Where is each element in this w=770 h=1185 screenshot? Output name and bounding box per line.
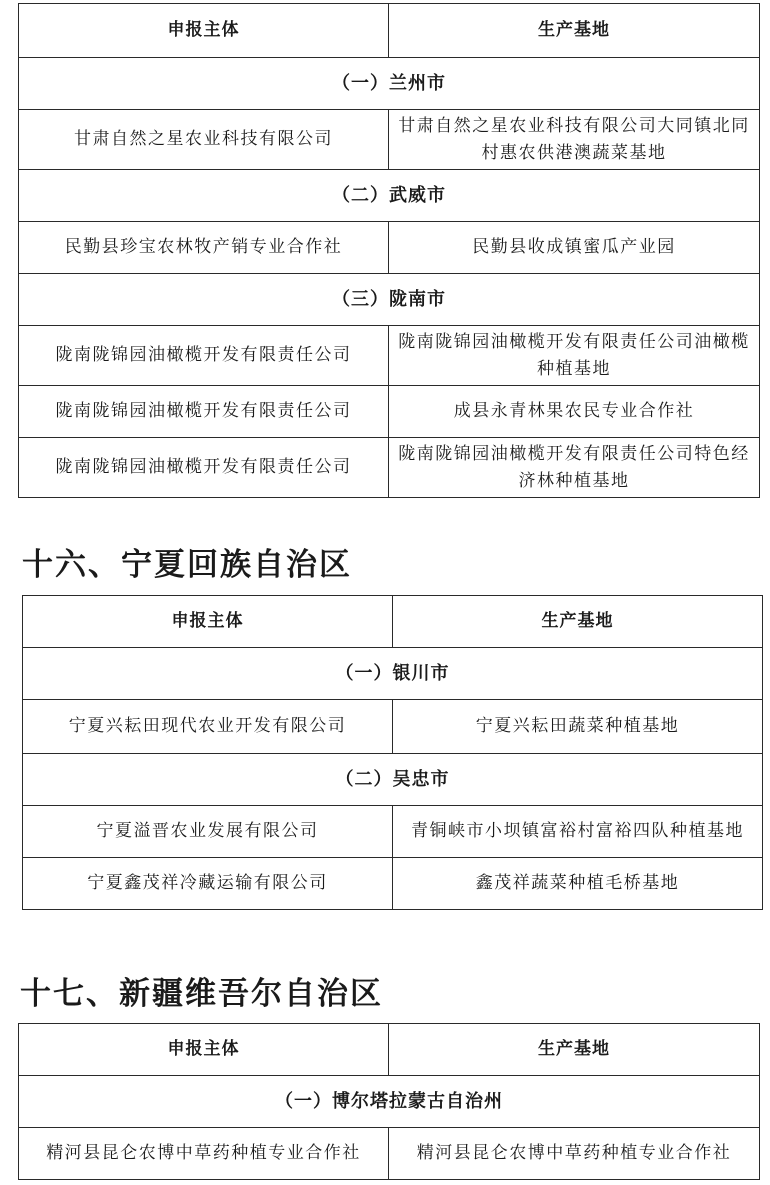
- city-name: （二）武威市: [19, 170, 760, 222]
- city-row: [23, 648, 763, 700]
- city-row: [19, 1076, 760, 1128]
- entity-cell: 甘肃自然之星农业科技有限公司: [19, 110, 389, 170]
- base-cell: 甘肃自然之星农业科技有限公司大同镇北同村惠农供港澳蔬菜基地: [389, 110, 760, 170]
- entity-cell: 宁夏鑫茂祥冷藏运输有限公司: [23, 858, 393, 910]
- city-row: [19, 58, 760, 110]
- base-cell: 成县永青林果农民专业合作社: [389, 386, 760, 438]
- base-cell: 青铜峡市小坝镇富裕村富裕四队种植基地: [393, 806, 763, 858]
- city-name: （一）博尔塔拉蒙古自治州: [19, 1076, 760, 1128]
- entity-cell: 陇南陇锦园油橄榄开发有限责任公司: [19, 438, 389, 498]
- city-name: （三）陇南市: [19, 274, 760, 326]
- base-cell: 鑫茂祥蔬菜种植毛桥基地: [393, 858, 763, 910]
- city-name: （一）兰州市: [19, 58, 760, 110]
- header-entity: 申报主体: [19, 1024, 389, 1076]
- table-row: [19, 438, 760, 498]
- table-row: [19, 110, 760, 170]
- table-header-row: [19, 4, 760, 58]
- table-row: [23, 806, 763, 858]
- table-ningxia: [22, 595, 763, 910]
- city-name: （一）银川市: [23, 648, 763, 700]
- table-row: [23, 858, 763, 910]
- table-row: [19, 222, 760, 274]
- entity-cell: 陇南陇锦园油橄榄开发有限责任公司: [19, 326, 389, 386]
- table-row: [19, 326, 760, 386]
- base-cell: 民勤县收成镇蜜瓜产业园: [389, 222, 760, 274]
- entity-cell: 精河县昆仑农博中草药种植专业合作社: [19, 1128, 389, 1180]
- table-gansu: [18, 3, 760, 498]
- table-header-row: [19, 1024, 760, 1076]
- city-row: [19, 170, 760, 222]
- header-entity: 申报主体: [23, 596, 393, 648]
- city-row: [19, 274, 760, 326]
- entity-cell: 陇南陇锦园油橄榄开发有限责任公司: [19, 386, 389, 438]
- entity-cell: 宁夏兴耘田现代农业开发有限公司: [23, 700, 393, 754]
- entity-cell: 宁夏溢晋农业发展有限公司: [23, 806, 393, 858]
- city-name: （二）吴忠市: [23, 754, 763, 806]
- city-row: [23, 754, 763, 806]
- table-row: [19, 386, 760, 438]
- table-header-row: [23, 596, 763, 648]
- table-xinjiang: [18, 1023, 760, 1180]
- header-base: 生产基地: [389, 4, 760, 58]
- base-cell: 宁夏兴耘田蔬菜种植基地: [393, 700, 763, 754]
- table-row: [23, 700, 763, 754]
- header-base: 生产基地: [393, 596, 763, 648]
- section-title-ningxia: 十六、宁夏回族自治区: [22, 547, 352, 583]
- base-cell: 精河县昆仑农博中草药种植专业合作社: [389, 1128, 760, 1180]
- table-row: [19, 1128, 760, 1180]
- header-base: 生产基地: [389, 1024, 760, 1076]
- section-title-xinjiang: 十七、新疆维吾尔自治区: [20, 976, 383, 1012]
- header-entity: 申报主体: [19, 4, 389, 58]
- base-cell: 陇南陇锦园油橄榄开发有限责任公司特色经济林种植基地: [389, 438, 760, 498]
- entity-cell: 民勤县珍宝农林牧产销专业合作社: [19, 222, 389, 274]
- base-cell: 陇南陇锦园油橄榄开发有限责任公司油橄榄种植基地: [389, 326, 760, 386]
